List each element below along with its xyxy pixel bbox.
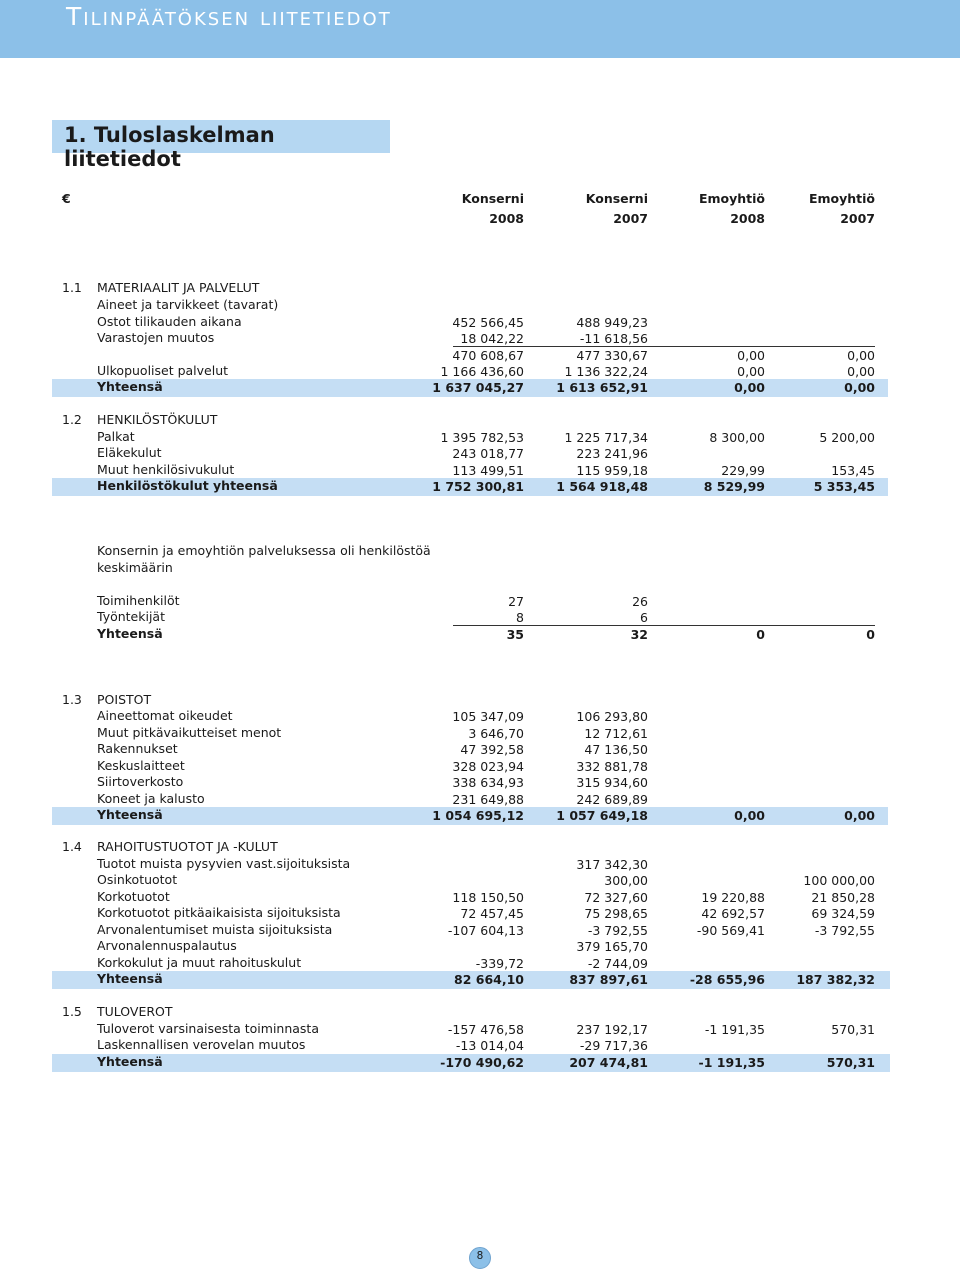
subtotal-line [453,625,875,626]
cell-value: 42 692,57 [701,906,765,921]
cell-value: -1 191,35 [704,1022,765,1037]
cell-value: 1 136 322,24 [564,364,648,379]
col-header-year: 2008 [489,211,524,226]
row-label: Aineet ja tarvikkeet (tavarat) [97,297,279,312]
row-label: Ulkopuoliset palvelut [97,363,229,378]
row-label: Keskuslaitteet [97,758,185,773]
row-label: Arvonalentumiset muista sijoituksista [97,922,333,937]
total-value: 187 382,32 [796,972,875,987]
total-value: 0,00 [844,380,875,395]
cell-value: 5 200,00 [819,430,875,445]
cell-value: 47 392,58 [460,742,524,757]
cell-value: 106 293,80 [576,709,648,724]
cell-value: 26 [632,594,648,609]
cell-value: 300,00 [604,873,648,888]
cell-value: 8 300,00 [709,430,765,445]
row-label: Korkokulut ja muut rahoituskulut [97,955,302,970]
section-number: 1.1 [62,280,82,295]
cell-value: 229,99 [721,463,765,478]
cell-value: 570,31 [831,1022,875,1037]
cell-value: 113 499,51 [452,463,524,478]
cell-value: 332 881,78 [576,759,648,774]
row-label: Tuotot muista pysyvien vast.sijoituksista [97,856,351,871]
cell-value: 115 959,18 [576,463,648,478]
cell-value: 243 018,77 [452,446,524,461]
row-label: Toimihenkilöt [97,593,180,608]
cell-value: 231 649,88 [452,792,524,807]
cell-value: -2 744,09 [587,956,648,971]
cell-value: 21 850,28 [811,890,875,905]
cell-value: 12 712,61 [584,726,648,741]
cell-value: 488 949,23 [576,315,648,330]
total-label: Yhteensä [97,1054,163,1069]
cell-value: 6 [640,610,648,625]
row-label: Arvonalennuspalautus [97,938,237,953]
cell-value: 0,00 [737,364,765,379]
cell-value: 19 220,88 [701,890,765,905]
section-number: 1.4 [62,839,82,854]
row-label: Rakennukset [97,741,178,756]
col-header-year: 2007 [613,211,648,226]
cell-value: 72 457,45 [460,906,524,921]
col-header-year: 2008 [730,211,765,226]
cell-value: 75 298,65 [584,906,648,921]
total-value: 1 054 695,12 [432,808,524,823]
section-title: 1. Tuloslaskelman liitetiedot [64,123,275,171]
cell-value: 3 646,70 [468,726,524,741]
row-label: Laskennallisen verovelan muutos [97,1037,306,1052]
cell-value: 477 330,67 [576,348,648,363]
row-label: Siirtoverkosto [97,774,184,789]
row-label: Varastojen muutos [97,330,215,345]
total-value: 0,00 [844,808,875,823]
cell-value: 0,00 [847,364,875,379]
row-label: Osinkotuotot [97,872,178,887]
cell-value: 452 566,45 [452,315,524,330]
cell-value: 242 689,89 [576,792,648,807]
total-label: Yhteensä [97,971,163,986]
cell-value: 0,00 [847,348,875,363]
row-label: Työntekijät [97,609,165,624]
cell-value: 237 192,17 [576,1022,648,1037]
cell-value: 69 324,59 [811,906,875,921]
cell-value: 1 395 782,53 [440,430,524,445]
cell-value: 328 023,94 [452,759,524,774]
cell-value: 1 225 717,34 [564,430,648,445]
cell-value: -13 014,04 [455,1038,524,1053]
cell-value: 47 136,50 [584,742,648,757]
total-value: 207 474,81 [569,1055,648,1070]
cell-value: -339,72 [475,956,524,971]
page-number-badge [469,1247,491,1269]
row-label: Muut pitkävaikutteiset menot [97,725,282,740]
currency-symbol: € [62,191,71,206]
row-label: Palkat [97,429,135,444]
row-label: Koneet ja kalusto [97,791,205,806]
total-value: -1 191,35 [698,1055,765,1070]
col-header-year: 2007 [840,211,875,226]
cell-value: 8 [516,610,524,625]
cell-value: -3 792,55 [814,923,875,938]
total-value: 1 057 649,18 [556,808,648,823]
total-value: 0 [756,627,765,642]
total-value: 0,00 [734,808,765,823]
staff-intro: Konsernin ja emoyhtiön palveluksessa oli henkilöstöä [97,543,431,558]
row-label: Korkotuotot [97,889,170,904]
row-label: Tuloverot varsinaisesta toiminnasta [97,1021,319,1036]
cell-value: 100 000,00 [803,873,875,888]
section-number: 1.5 [62,1004,82,1019]
row-label: Muut henkilösivukulut [97,462,235,477]
row-label: Eläkekulut [97,445,162,460]
section-heading: RAHOITUSTUOTOT JA -KULUT [97,839,278,854]
total-value: 1 564 918,48 [556,479,648,494]
total-value: 0,00 [734,380,765,395]
cell-value: 118 150,50 [452,890,524,905]
cell-value: 379 165,70 [576,939,648,954]
cell-value: 223 241,96 [576,446,648,461]
row-label: Aineettomat oikeudet [97,708,233,723]
total-value: -28 655,96 [689,972,765,987]
total-value: 82 664,10 [454,972,524,987]
total-value: 837 897,61 [569,972,648,987]
total-value: 570,31 [826,1055,875,1070]
row-label: Korkotuotot pitkäaikaisista sijoituksista [97,905,341,920]
section-number: 1.3 [62,692,82,707]
page-header [0,0,960,58]
cell-value: -3 792,55 [587,923,648,938]
cell-value: -11 618,56 [579,331,648,346]
total-label: Yhteensä [97,379,163,394]
total-value: 1 637 045,27 [432,380,524,395]
total-value: -170 490,62 [440,1055,524,1070]
section-heading: HENKILÖSTÖKULUT [97,412,218,427]
cell-value: -107 604,13 [447,923,524,938]
cell-value: 315 934,60 [576,775,648,790]
header-title: Tilinpäätöksen liitetiedot [66,2,392,31]
total-value: 1 752 300,81 [432,479,524,494]
total-label: Yhteensä [97,807,163,822]
cell-value: -157 476,58 [447,1022,524,1037]
total-value: 0 [866,627,875,642]
cell-value: 72 327,60 [584,890,648,905]
total-value: 8 529,99 [703,479,765,494]
cell-value: -90 569,41 [696,923,765,938]
section-heading-box [52,120,390,171]
page-number: 8 [476,1250,484,1262]
col-header-entity: Konserni [585,191,648,206]
staff-intro: keskimäärin [97,560,173,575]
row-label: Ostot tilikauden aikana [97,314,242,329]
col-header-entity: Emoyhtiö [808,191,875,206]
total-label: Henkilöstökulut yhteensä [97,478,278,493]
cell-value: 317 342,30 [576,857,648,872]
col-header-entity: Emoyhtiö [698,191,765,206]
total-value: 32 [630,627,648,642]
total-label: Yhteensä [97,626,163,641]
subtotal-line [453,346,875,347]
section-heading: TULOVEROT [97,1004,173,1019]
cell-value: 338 634,93 [452,775,524,790]
cell-value: 153,45 [831,463,875,478]
col-header-entity: Konserni [461,191,524,206]
cell-value: 18 042,22 [460,331,524,346]
cell-value: 27 [508,594,524,609]
total-value: 1 613 652,91 [556,380,648,395]
total-value: 5 353,45 [813,479,875,494]
cell-value: -29 717,36 [579,1038,648,1053]
cell-value: 1 166 436,60 [440,364,524,379]
total-value: 35 [506,627,524,642]
section-heading: MATERIAALIT JA PALVELUT [97,280,260,295]
section-heading: POISTOT [97,692,152,707]
section-number: 1.2 [62,412,82,427]
cell-value: 0,00 [737,348,765,363]
cell-value: 105 347,09 [452,709,524,724]
cell-value: 470 608,67 [452,348,524,363]
